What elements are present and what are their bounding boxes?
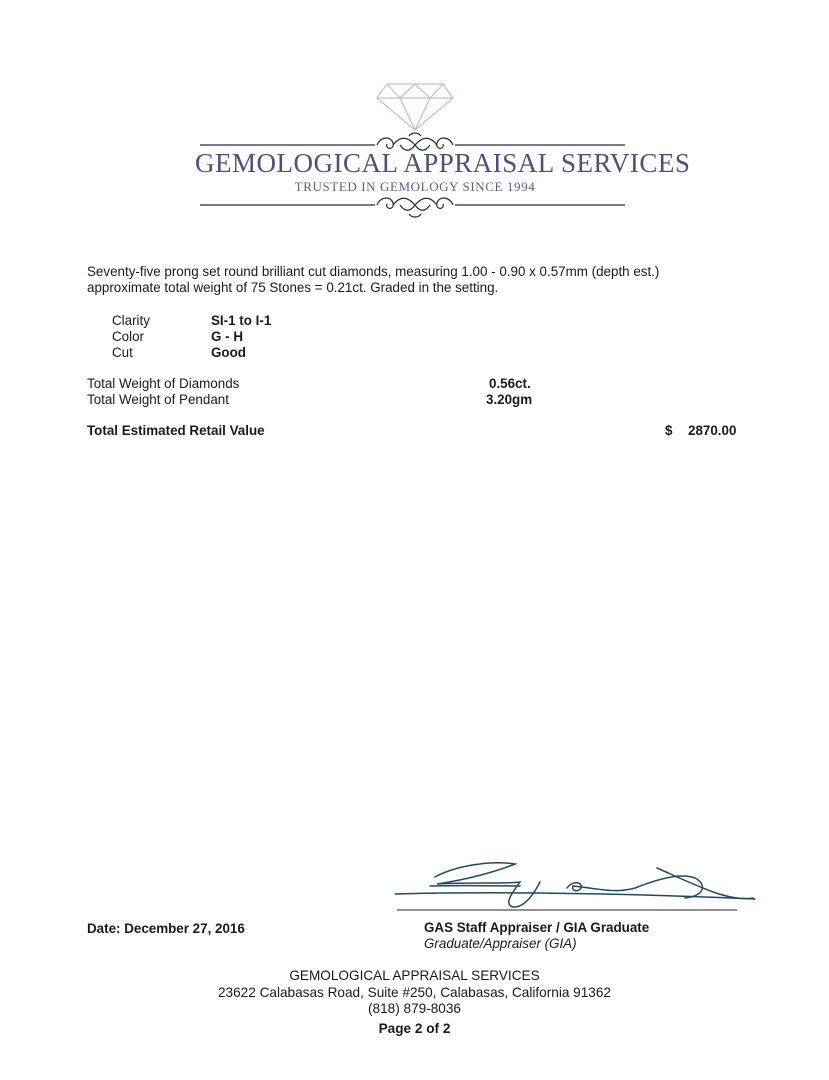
- color-value: G - H: [211, 329, 243, 344]
- clarity-label: Clarity: [112, 313, 150, 328]
- description-line-1: Seventy-five prong set round brilliant cut diamonds, measuring 1.00 - 0.90 x 0.57mm (depth est.): [87, 264, 660, 279]
- description-line-2: approximate total weight of 75 Stones = 0.21ct. Graded in the setting.: [87, 280, 499, 295]
- diamond-icon: [377, 84, 453, 130]
- currency-symbol: $: [665, 423, 673, 438]
- total-value-amount: 2870.00: [688, 423, 737, 438]
- company-name: GEMOLOGICAL APPRAISAL SERVICES: [195, 148, 691, 178]
- diamond-weight-value: 0.56ct.: [489, 376, 531, 391]
- cut-value: Good: [211, 345, 246, 360]
- footer-address: 23622 Calabasas Road, Suite #250, Calabasas, California 91362: [218, 985, 611, 1000]
- bottom-divider: [200, 198, 625, 217]
- cut-label: Cut: [112, 345, 133, 360]
- appraisal-date: Date: December 27, 2016: [87, 921, 245, 936]
- page-number: Page 2 of 2: [378, 1021, 451, 1036]
- color-label: Color: [112, 329, 144, 344]
- company-tagline: TRUSTED IN GEMOLOGY SINCE 1994: [294, 179, 536, 194]
- pendant-weight-value: 3.20gm: [486, 392, 533, 407]
- appraiser-subtitle: Graduate/Appraiser (GIA): [424, 936, 577, 951]
- clarity-value: SI-1 to I-1: [211, 313, 272, 328]
- signature: [395, 852, 760, 914]
- pendant-weight-label: Total Weight of Pendant: [87, 392, 229, 407]
- item-description: [87, 264, 707, 296]
- appraiser-title: GAS Staff Appraiser / GIA Graduate: [424, 920, 650, 935]
- total-value-label: Total Estimated Retail Value: [87, 423, 265, 438]
- footer-company: GEMOLOGICAL APPRAISAL SERVICES: [289, 968, 540, 983]
- diamond-weight-label: Total Weight of Diamonds: [87, 376, 240, 391]
- footer-phone: (818) 879-8036: [368, 1001, 461, 1016]
